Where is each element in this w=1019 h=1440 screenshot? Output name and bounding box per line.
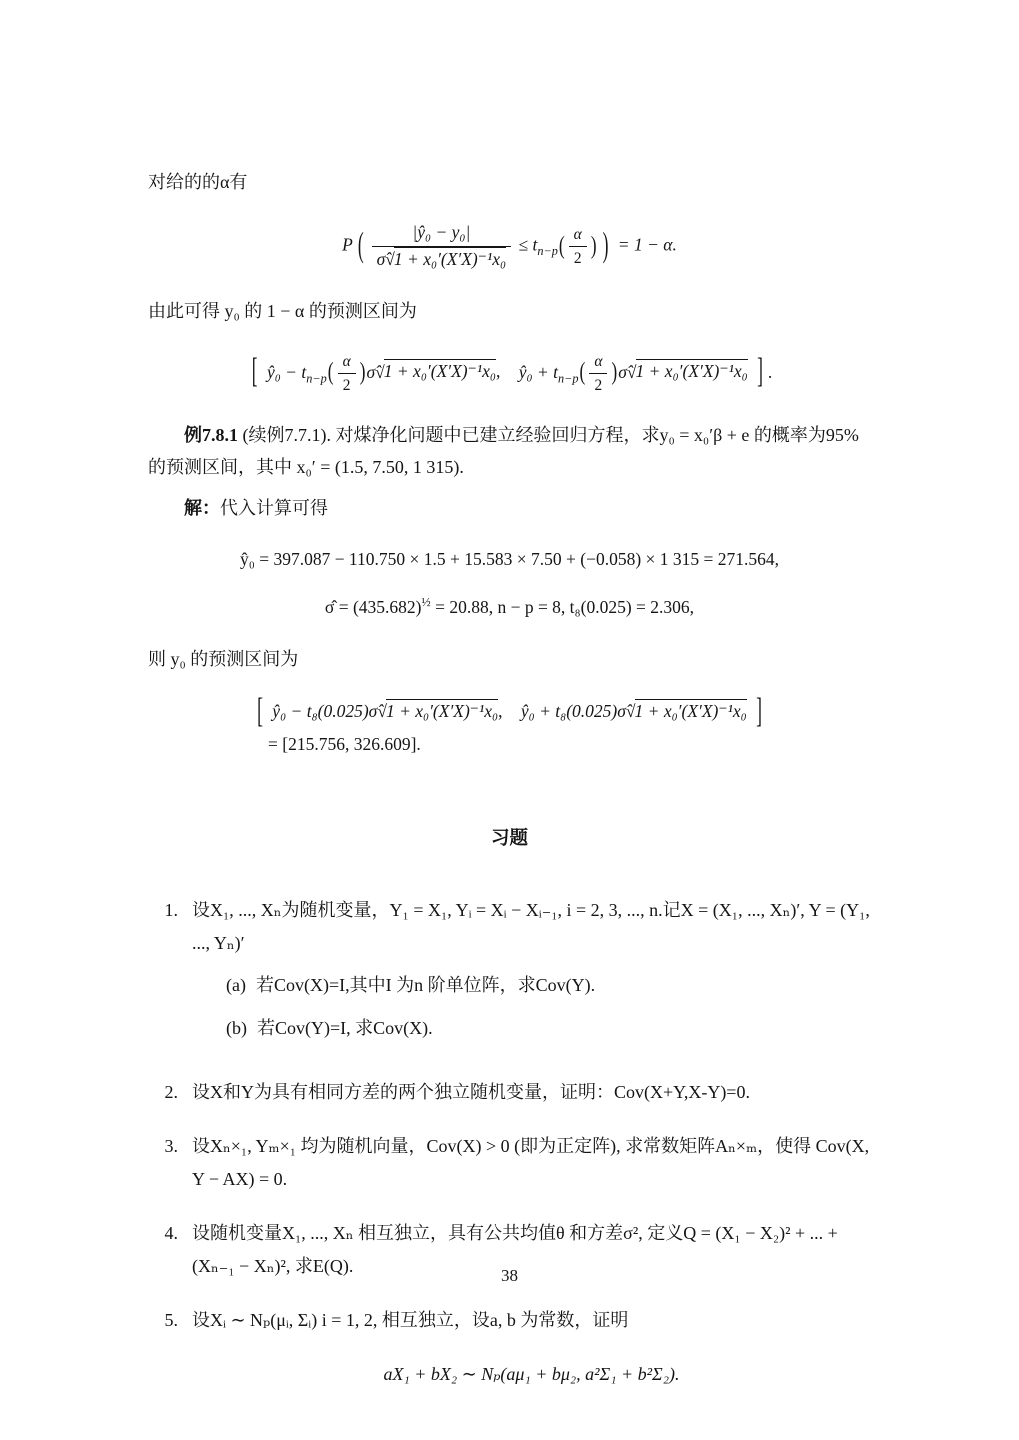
radical-sign: √: [377, 700, 387, 721]
sigma-eq-pre: σ̂ = (435.682): [324, 596, 422, 617]
exercise-item-3: [148, 1130, 871, 1195]
exercise-body: [192, 1076, 871, 1108]
right-bracket-big: ]: [757, 350, 763, 391]
exponent-one-half: ½: [421, 595, 431, 609]
fraction-alpha-half: [338, 352, 356, 396]
paragraph-then-interval: 则 y₀ 的预测区间为: [148, 649, 299, 670]
exercise-text: 设随机变量X₁, ..., Xₙ 相互独立，具有公共均值θ 和方差σ², 定义Q = (X₁ − X₂)² + ... + (Xₙ₋₁ − Xₙ)², 求E(Q).: [192, 1223, 838, 1276]
exercise-number: 3.: [164, 1136, 178, 1157]
leq-t: ≤ t: [518, 234, 538, 255]
radicand: 1 + x₀′(X′X)⁻¹x₀: [635, 361, 748, 382]
paragraph-interval-intro: 由此可得 y₀ 的 1 − α 的预测区间为: [148, 301, 417, 322]
radical-sign: √: [626, 361, 637, 382]
exercise-body: [192, 1304, 871, 1399]
result-left-pre: ŷ₀ − t₈(0.025)σ̂: [272, 700, 378, 721]
solution-label: 解：: [184, 497, 220, 518]
interval-right-pre: ŷ₀ + t: [518, 361, 558, 382]
sigma-hat: σ̂: [618, 361, 627, 382]
left-paren: (: [558, 229, 565, 259]
two: 2: [342, 376, 351, 394]
t-subscript: n−p: [306, 370, 327, 385]
result-values: = [215.756, 326.609].: [268, 734, 421, 755]
equation-prediction-probability: [148, 222, 871, 271]
exercise-text: 设X₁, ..., Xₙ为随机变量，Y₁ = X₁, Yᵢ = Xᵢ − Xᵢ₋₁, i = 2, 3, ..., n.记X = (X₁, ..., Xₙ)′, Y = (Y₁, ..., Yₙ)′: [192, 900, 870, 953]
interval-left-pre: ŷ₀ − t: [266, 361, 307, 382]
math-P: P: [342, 234, 353, 255]
example-label: 例7.8.1: [184, 425, 238, 446]
radicand: 1 + x₀′(X′X)⁻¹x₀: [385, 700, 499, 721]
exercise-text: 设Xₙ×₁, Yₘ×₁ 均为随机向量，Cov(X) > 0 (即为正定阵), 求常数矩阵Aₙ×ₘ，使得 Cov(X, Y − AX) = 0.: [192, 1136, 870, 1189]
alpha: α: [569, 225, 587, 247]
t-subscript: n−p: [537, 244, 558, 259]
radical-sign: √: [625, 700, 636, 721]
exercise-body: [192, 894, 871, 1054]
two: 2: [594, 376, 603, 394]
example-text: (续例7.7.1). 对煤净化问题中已建立经验回归方程，求y₀ = x₀′β + e 的概率为95% 的预测区间，其中 x₀′ = (1.5, 7.50, 1 315).: [148, 425, 859, 478]
alpha: α: [338, 352, 356, 374]
left-bracket-big: [: [251, 350, 258, 391]
exercise-5-display-equation: aX₁ + bX₂ ∼ Nₚ(aμ₁ + bμ₂, a²Σ₁ + b²Σ₂).: [383, 1364, 680, 1385]
fraction-alpha-half: [589, 352, 607, 396]
fraction-alpha-half: [569, 225, 587, 269]
right-paren: ): [611, 356, 618, 386]
result-right-pre: ŷ₀ + t₈(0.025)σ̂: [520, 700, 626, 721]
sigma-hat: σ̂: [366, 361, 376, 382]
left-paren: (: [327, 356, 334, 386]
subitem-label: (a): [226, 975, 246, 996]
exercise-item-1: [148, 894, 871, 1054]
left-paren: (: [579, 356, 586, 386]
t-subscript: n−p: [557, 370, 579, 385]
fraction-numerator: |ŷ₀ − y₀|: [372, 222, 511, 247]
right-paren: ): [359, 356, 366, 386]
exercise-1-subitem-a: [226, 969, 871, 1001]
solution-text: 代入计算可得: [220, 497, 328, 518]
sigma-eq-post: = 20.88, n − p = 8, t₈(0.025) = 2.306,: [430, 596, 695, 617]
exercise-number: 5.: [164, 1309, 178, 1330]
exercise-item-5: [148, 1304, 871, 1399]
radicand: 1 + x₀′(X′X)⁻¹x₀: [383, 361, 496, 382]
exercise-item-2: [148, 1076, 871, 1108]
solution-paragraph: [148, 492, 871, 524]
right-paren-big: ): [602, 223, 609, 264]
equation-yhat-computation: ŷ₀ = 397.087 − 110.750 × 1.5 + 15.583 × 7.50 + (−0.058) × 1 315 = 271.564,: [239, 549, 780, 570]
alpha: α: [589, 352, 607, 374]
two: 2: [573, 250, 582, 268]
comma: ,: [495, 361, 501, 382]
left-bracket-big: [: [257, 690, 263, 731]
equation-sigma-computation: [148, 596, 871, 620]
exercise-number: 1.: [164, 900, 178, 921]
subitem-text: 若Cov(X)=I,其中I 为n 阶单位阵，求Cov(Y).: [255, 975, 596, 996]
equation-prediction-interval: [148, 352, 871, 396]
fraction-main: [372, 222, 511, 271]
subitem-label: (b): [226, 1017, 247, 1038]
exercise-number: 4.: [164, 1223, 178, 1244]
page-number: 38: [501, 1266, 518, 1285]
exercise-1-subitem-b: [226, 1012, 871, 1044]
radicand: 1 + x₀′(X′X)⁻¹x₀: [634, 700, 747, 721]
radical-sign: √: [385, 249, 395, 270]
equation-result-interval: [148, 690, 871, 757]
paragraph-alpha-intro: 对给的的α有: [148, 172, 248, 192]
right-paren: ): [590, 229, 597, 259]
exercise-number: 2.: [164, 1081, 178, 1102]
radical-sign: √: [375, 361, 385, 382]
comma: ,: [498, 700, 503, 721]
radicand: 1 + x₀′(X′X)⁻¹x₀: [393, 249, 507, 270]
period: .: [767, 361, 773, 382]
fraction-denominator: [372, 247, 511, 271]
equals-tail: = 1 − α.: [617, 234, 677, 255]
exercise-text: 设X和Y为具有相同方差的两个独立随机变量，证明：Cov(X+Y,X-Y)=0.: [192, 1081, 750, 1102]
subitem-text: 若Cov(Y)=I, 求Cov(X).: [257, 1017, 433, 1038]
sigma-hat: σ̂: [376, 249, 386, 270]
exercise-text: 设Xᵢ ∼ Nₚ(μᵢ, Σᵢ) i = 1, 2, 相互独立，设a, b 为常数，证明: [192, 1309, 629, 1330]
left-paren-big: (: [357, 223, 364, 264]
exercises-heading: 习题: [490, 829, 528, 850]
example-paragraph: [148, 419, 871, 484]
exercise-body: [192, 1130, 871, 1195]
right-bracket-big: ]: [756, 690, 762, 731]
